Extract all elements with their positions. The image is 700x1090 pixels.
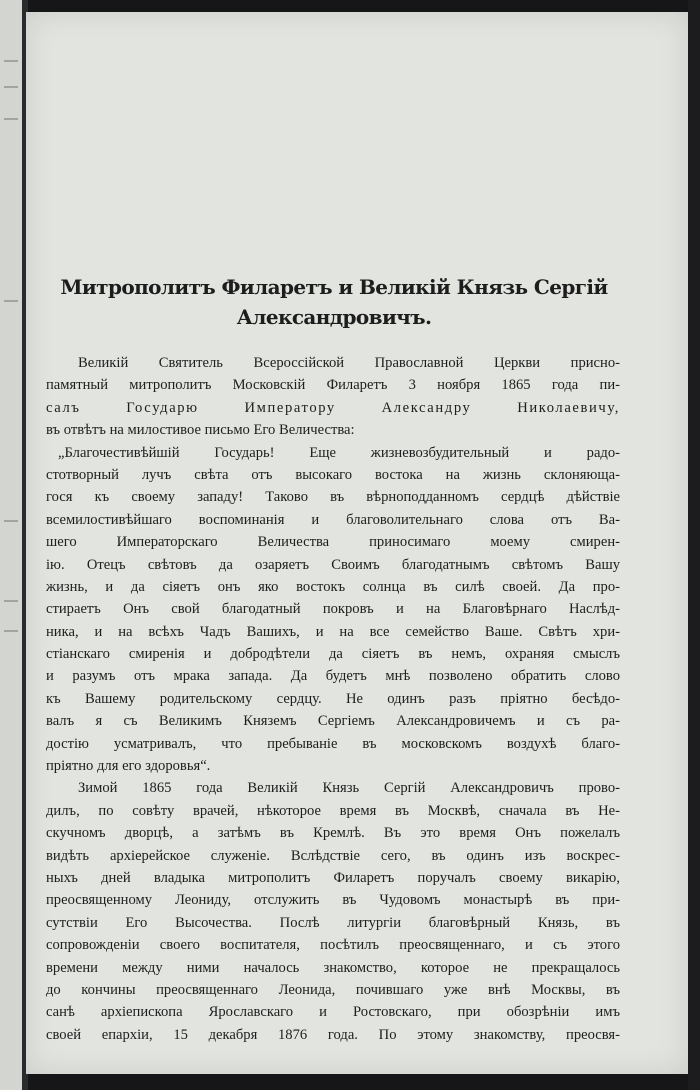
- previous-page-glyph: [4, 118, 18, 120]
- text-line: времени между ними началось знакомство, которое не прекращалось: [46, 959, 620, 976]
- text-line: и разумъ отъ мрака запада. Да будетъ мнѣ позволено обратить слово: [46, 668, 620, 685]
- text-line: Великій Святитель Всероссійской Православной Церкви присно-: [78, 355, 620, 371]
- text-line: жизнь, и да сіяетъ онъ яко востокъ солнца въ силѣ своей. Да про-: [46, 578, 620, 595]
- title-line-1: Митрополитъ Филаретъ и Великій Князь Сергій: [60, 275, 608, 299]
- text-line: пріятно для его здоровья“.: [46, 758, 211, 775]
- text-line: салъ Государю Императору Александру Николаевичу,: [46, 399, 620, 416]
- text-line: ію. Отецъ свѣтовъ да озаряетъ Своимъ благодатнымъ свѣтомъ Вашу: [46, 556, 620, 573]
- text-line: ныхъ дней владыка митрополитъ Филаретъ поручалъ своему викарію,: [46, 869, 620, 886]
- previous-page-glyph: [4, 86, 18, 88]
- text-line: ника, и на всѣхъ Чадъ Вашихъ, и на все семейство Ваше. Свѣтъ хри-: [46, 623, 620, 640]
- text-line: къ Вашему родительскому сердцу. Не одинъ разъ пріятно бесѣдо-: [46, 690, 620, 707]
- text-line: скучномъ дворцѣ, а затѣмъ въ Кремлѣ. Въ это время Онъ пожелалъ: [46, 825, 620, 842]
- previous-page-glyph: [4, 520, 18, 522]
- text-line: своей епархіи, 15 декабря 1876 года. По этому знакомству, преосвя-: [46, 1026, 620, 1043]
- text-line: „Благочестивѣйшій Государь! Еще жизневозбудительный и радо-: [58, 444, 620, 461]
- article-body: [46, 352, 620, 1046]
- right-page-shadow: [688, 0, 700, 1090]
- previous-page-glyph: [4, 600, 18, 602]
- text-line: достію усматривалъ, что пребываніе въ московскомъ воздухѣ благо-: [46, 735, 620, 752]
- text-line: Зимой 1865 года Великій Князь Сергій Александровичъ прово-: [78, 780, 620, 797]
- text-line: дилъ, по совѣту врачей, нѣкоторое время въ Москвѣ, сначала въ Не-: [46, 802, 620, 819]
- text-line: въ отвѣтъ на милостивое письмо Его Величества:: [46, 422, 355, 439]
- text-line: гося къ своему западу! Таково въ вѣрноподданномъ сердцѣ дѣйствіе: [46, 489, 620, 506]
- text-line: памятный митрополитъ Московскій Филаретъ 3 ноября 1865 года пи-: [46, 377, 620, 394]
- text-line: преосвященному Леониду, отслужить въ Чудовомъ монастырѣ въ при-: [46, 892, 620, 909]
- previous-page-glyph: [4, 630, 18, 632]
- previous-page-edge: [0, 0, 22, 1090]
- article-title: [44, 272, 624, 332]
- text-line: сутствіи Его Высочества. Послѣ литургіи благовѣрный Князь, въ: [46, 914, 620, 931]
- text-line: до кончины преосвященнаго Леонида, почившаго уже внѣ Москвы, въ: [46, 981, 620, 998]
- text-line: видѣть архіерейское служеніе. Вслѣдствіе сего, въ одинъ изъ воскрес-: [46, 847, 620, 864]
- text-line: стіанскаго смиренія и добродѣтели да сіяетъ въ немъ, охраняя смыслъ: [46, 646, 620, 663]
- text-line: стираетъ Онъ свой благодатный покровъ и на Благовѣрнаго Наслѣд-: [46, 601, 620, 618]
- title-line-2: Александровичъ.: [236, 305, 432, 329]
- previous-page-glyph: [4, 60, 18, 62]
- text-line: сопровожденіи своего воспитателя, посѣтилъ преосвященнаго, и съ этого: [46, 937, 620, 954]
- text-line: шего Императорскаго Величества приносимаго моему смирен-: [46, 534, 620, 551]
- text-line: санѣ архіепископа Ярославскаго и Ростовскаго, при обозрѣніи имъ: [46, 1004, 620, 1021]
- text-line: всемилостивѣйшаго воспоминанія и благоволительнаго слова отъ Ва-: [46, 511, 620, 528]
- text-line: валъ я съ Великимъ Княземъ Сергіемъ Александровичемъ и съ ра-: [46, 713, 620, 730]
- previous-page-glyph: [4, 300, 18, 302]
- text-line: стотворный лучъ свѣта отъ высокаго востока на жизнь склоняюща-: [46, 466, 620, 483]
